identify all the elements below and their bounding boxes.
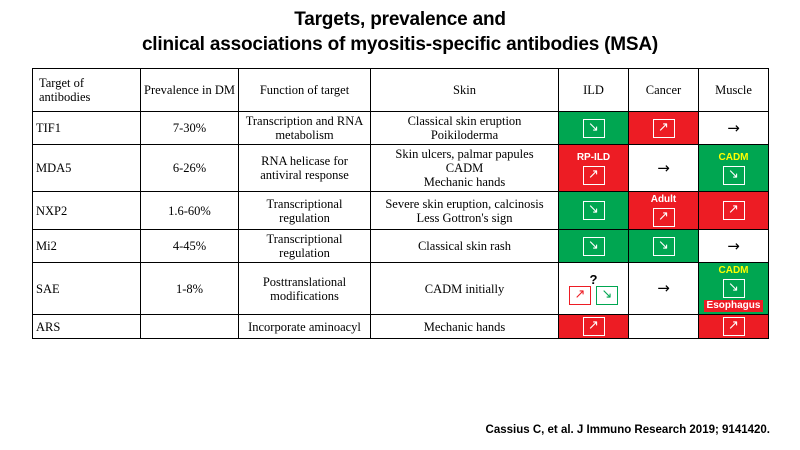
cell-target-antibody: ARS [33, 315, 141, 339]
status-badge: Adult [648, 194, 680, 206]
skin-line: Classical skin rash [417, 239, 512, 253]
cell-ild [559, 315, 629, 339]
cell-prevalence: 7-30% [141, 112, 239, 145]
arrow-right-icon: → [657, 158, 670, 177]
cell-skin [371, 230, 559, 263]
cell-cancer [629, 263, 699, 315]
cell-skin [371, 112, 559, 145]
cell-prevalence [141, 315, 239, 339]
arrow-down-icon: ↘ [723, 166, 745, 185]
table-row [33, 315, 769, 339]
cell-cancer [629, 192, 699, 230]
status-stack [632, 281, 695, 296]
cell-skin [371, 145, 559, 192]
arrow-down-icon: ↘ [596, 286, 618, 305]
cell-ild [559, 230, 629, 263]
arrow-up-icon: ↗ [583, 317, 605, 336]
status-stack [632, 237, 695, 256]
cell-ild [559, 112, 629, 145]
status-stack [702, 317, 765, 336]
cell-target-antibody: Mi2 [33, 230, 141, 263]
table-body [33, 112, 769, 339]
cell-muscle [699, 192, 769, 230]
status-stack [702, 265, 765, 312]
skin-line: Mechanic hands [423, 319, 506, 334]
cell-muscle [699, 230, 769, 263]
header-target: Target of antibodies [33, 69, 141, 112]
cell-ild [559, 192, 629, 230]
header-cancer: Cancer [629, 69, 699, 112]
skin-line: Skin ulcers, palmar papules [395, 147, 534, 161]
arrow-up-icon: ↗ [653, 208, 675, 227]
status-stack [562, 201, 625, 220]
cell-muscle [699, 263, 769, 315]
arrow-up-icon: ↗ [583, 166, 605, 185]
arrow-down-icon: ↘ [583, 201, 605, 220]
cell-target-antibody: MDA5 [33, 145, 141, 192]
status-stack [702, 201, 765, 220]
cell-function: Transcriptional regulation [239, 192, 371, 230]
arrow-down-icon: ↘ [653, 237, 675, 256]
cell-ild [559, 263, 629, 315]
header-ild: ILD [559, 69, 629, 112]
table-row [33, 192, 769, 230]
status-stack [562, 273, 625, 305]
cell-function: Incorporate aminoacyl [239, 315, 371, 339]
skin-line: Severe skin eruption, calcinosis [385, 196, 544, 211]
table-header-row [33, 69, 769, 112]
skin-line: Poikiloderma [430, 128, 499, 142]
table-row [33, 230, 769, 263]
status-stack [562, 317, 625, 336]
cell-ild [559, 145, 629, 192]
cell-cancer [629, 315, 699, 339]
arrow-up-icon: ↗ [723, 317, 745, 336]
cell-prevalence: 1.6-60% [141, 192, 239, 230]
cell-cancer [629, 145, 699, 192]
skin-line: Mechanic hands [423, 175, 506, 189]
status-stack [632, 194, 695, 227]
cell-function: Transcriptional regulation [239, 230, 371, 263]
cell-target-antibody: TIF1 [33, 112, 141, 145]
status-badge: RP-ILD [574, 152, 613, 164]
status-stack [562, 119, 625, 138]
table-row [33, 145, 769, 192]
title-line-1: Targets, prevalence and [294, 9, 506, 30]
skin-line: Less Gottron's sign [416, 210, 513, 225]
cell-cancer [629, 230, 699, 263]
table-row [33, 263, 769, 315]
status-stack [562, 152, 625, 185]
header-function: Function of target [239, 69, 371, 112]
arrow-down-icon: ↘ [583, 237, 605, 256]
arrow-up-icon: ↗ [569, 286, 591, 305]
cell-cancer [629, 112, 699, 145]
arrow-right-icon: → [727, 118, 740, 137]
status-badge-secondary: Esophagus [704, 300, 764, 312]
cell-muscle [699, 112, 769, 145]
dual-arrow-group [562, 286, 625, 305]
arrow-right-icon: → [727, 236, 740, 255]
arrow-right-icon: → [657, 279, 670, 297]
status-stack [702, 236, 765, 255]
cell-skin [371, 315, 559, 339]
cell-function: RNA helicase for antiviral response [239, 145, 371, 192]
skin-line: CADM [445, 161, 484, 175]
arrow-down-icon: ↘ [583, 119, 605, 138]
status-badge: CADM [716, 265, 752, 277]
page-title [0, 0, 800, 57]
header-prevalence: Prevalence in DM [141, 69, 239, 112]
cell-prevalence: 4-45% [141, 230, 239, 263]
cell-function: Posttranslational modifications [239, 263, 371, 315]
arrow-down-icon: ↘ [723, 279, 745, 298]
status-stack [632, 158, 695, 177]
cell-prevalence: 1-8% [141, 263, 239, 315]
citation-credit: Cassius C, et al. J Immuno Research 2019; 9141420. [485, 424, 770, 436]
cell-muscle [699, 145, 769, 192]
cell-target-antibody: SAE [33, 263, 141, 315]
arrow-up-icon: ↗ [653, 119, 675, 138]
header-skin: Skin [371, 69, 559, 112]
status-stack [632, 119, 695, 138]
arrow-up-icon: ↗ [723, 201, 745, 220]
cell-skin [371, 192, 559, 230]
question-mark-label: ? [589, 271, 598, 287]
msa-table [32, 68, 769, 339]
cell-function: Transcription and RNA metabolism [239, 112, 371, 145]
status-stack [702, 152, 765, 185]
title-line-2: clinical associations of myositis-specific antibodies (MSA) [141, 34, 659, 55]
status-badge: CADM [716, 152, 752, 164]
skin-line: CADM initially [424, 281, 505, 296]
status-stack [562, 237, 625, 256]
cell-skin [371, 263, 559, 315]
skin-line: Classical skin eruption [407, 114, 522, 128]
cell-prevalence: 6-26% [141, 145, 239, 192]
cell-target-antibody: NXP2 [33, 192, 141, 230]
table-row [33, 112, 769, 145]
cell-muscle [699, 315, 769, 339]
status-stack [702, 118, 765, 137]
header-muscle: Muscle [699, 69, 769, 112]
